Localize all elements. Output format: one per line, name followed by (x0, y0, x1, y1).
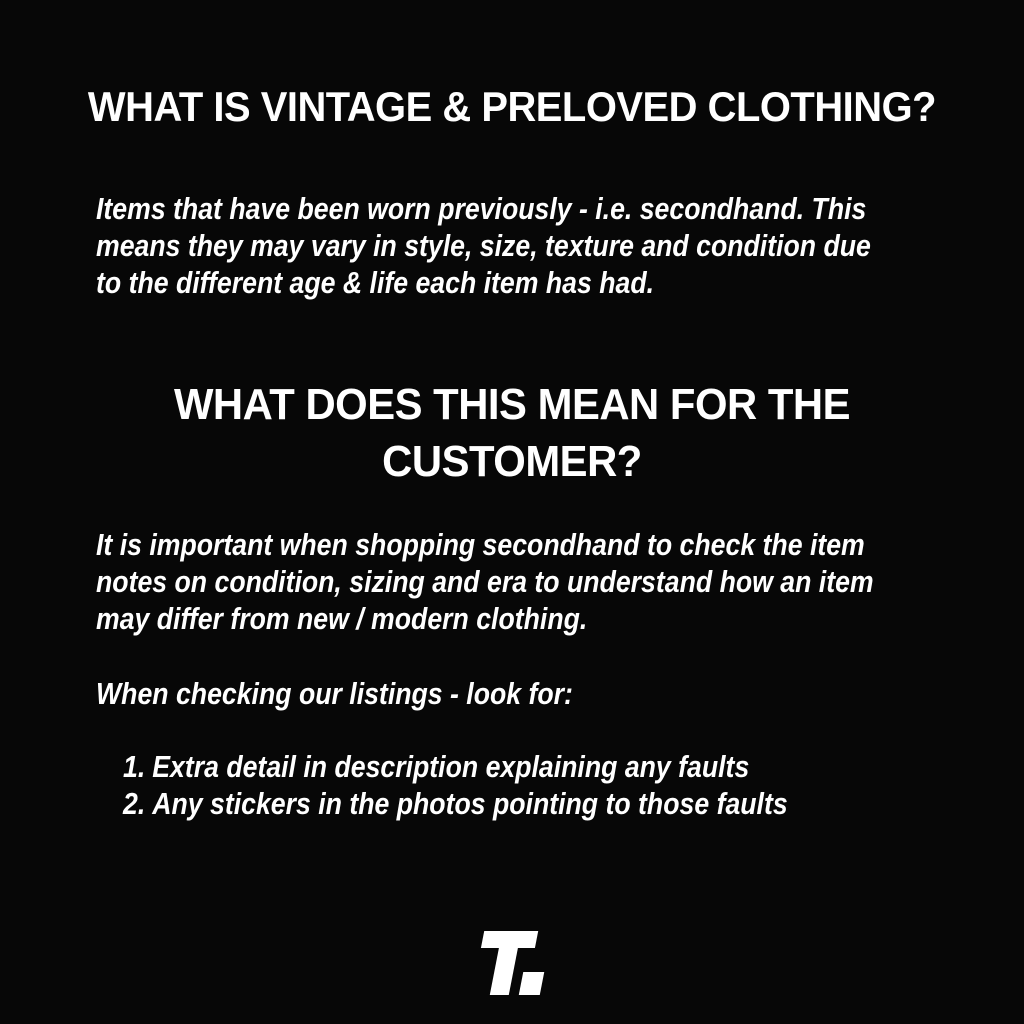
checklist-item-text: Any stickers in the photos pointing to those faults (152, 786, 788, 821)
customer-line-3: may differ from new / modern clothing. (96, 601, 588, 636)
sub-heading-line-1: WHAT DOES THIS MEAN FOR THE (173, 380, 851, 429)
brand-logo-t (472, 931, 552, 995)
checklist (123, 748, 788, 822)
checklist-item-text: Extra detail in description explaining any faults (152, 749, 750, 784)
checklist-item-number: 1. (123, 749, 146, 784)
customer-paragraph (96, 526, 874, 637)
sub-heading-line-2: CUSTOMER? (382, 437, 642, 486)
checklist-item-number: 2. (123, 786, 146, 821)
checklist-item (123, 785, 788, 822)
customer-line-2: notes on condition, sizing and era to understand how an item (96, 564, 874, 599)
intro-line-2: means they may vary in style, size, texture and condition due (96, 228, 871, 263)
customer-line-1: It is important when shopping secondhand to check the item (96, 527, 865, 562)
sub-heading (26, 376, 999, 490)
intro-line-1: Items that have been worn previously - i.e. secondhand. This (96, 191, 867, 226)
intro-line-3: to the different age & life each item has had. (96, 265, 655, 300)
intro-paragraph (96, 190, 871, 301)
logo-t-period (519, 972, 544, 995)
checklist-intro: When checking our listings - look for: (96, 676, 573, 711)
main-heading: WHAT IS VINTAGE & PRELOVED CLOTHING? (87, 83, 937, 130)
checklist-item (123, 748, 788, 785)
